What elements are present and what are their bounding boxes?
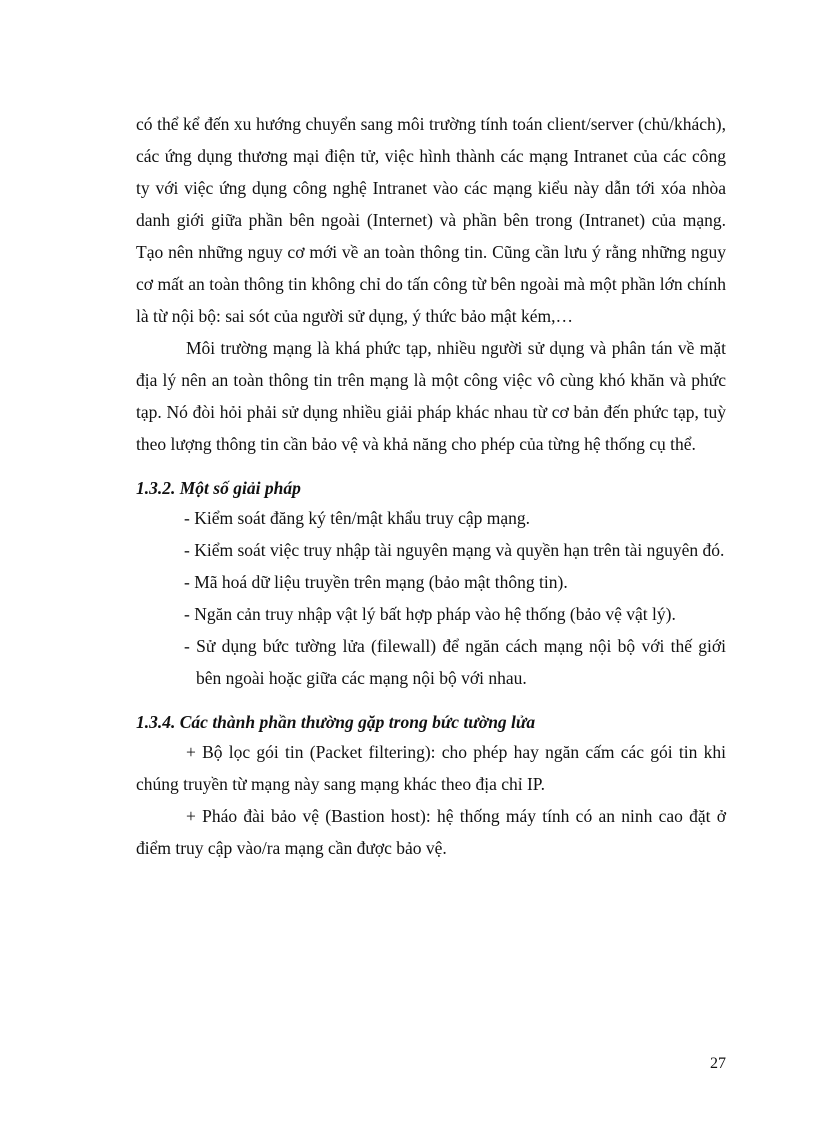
page-content [136, 108, 726, 864]
paragraph-packet-filtering: + Bộ lọc gói tin (Packet filtering): cho phép hay ngăn cấm các gói tin khi chúng truyền từ mạng này sang mạng khác theo địa chỉ IP. [136, 742, 726, 794]
paragraph-2: Môi trường mạng là khá phức tạp, nhiều người sử dụng và phân tán về mặt địa lý nên an toàn thông tin trên mạng là một công việc vô cùng khó khăn và phức tạp. Nó đòi hỏi phải sử dụng nhiều giải pháp khác nhau từ cơ bản đến phức tạp, tuỳ theo lượng thông tin cần bảo vệ và khả năng cho phép của từng hệ thống cụ thể. [136, 338, 726, 454]
list-item: - Mã hoá dữ liệu truyền trên mạng (bảo mật thông tin). [184, 572, 568, 592]
section-heading-1-3-2: 1.3.2. Một số giải pháp [136, 478, 301, 498]
paragraph-1: có thể kể đến xu hướng chuyển sang môi trường tính toán client/server (chủ/khách), các ứng dụng thương mại điện tử, việc hình thành các mạng Intranet của các công ty với việc ứng dụng công nghệ Intranet vào các mạng kiểu này dẫn tới xóa nhòa danh giới giữa phần bên ngoài (Internet) và phần bên trong (Intranet) của mạng. Tạo nên những nguy cơ mới về an toàn thông tin. Cũng cần lưu ý rằng những nguy cơ mất an toàn thông tin không chỉ do tấn công từ bên ngoài mà một phần lớn chính là từ nội bộ: sai sót của người sử dụng, ý thức bảo mật kém,… [136, 114, 726, 326]
list-item: - Kiểm soát đăng ký tên/mật khẩu truy cập mạng. [184, 508, 531, 528]
list-item: - Ngăn cản truy nhập vật lý bất hợp pháp vào hệ thống (bảo vệ vật lý). [184, 604, 676, 624]
paragraph-bastion-host: + Pháo đài bảo vệ (Bastion host): hệ thống máy tính có an ninh cao đặt ở điểm truy cập vào/ra mạng cần được bảo vệ. [136, 806, 726, 858]
list-item: - Kiểm soát việc truy nhập tài nguyên mạng và quyền hạn trên tài nguyên đó. [184, 540, 725, 560]
page-number: 27 [710, 1055, 726, 1072]
solutions-list [136, 502, 726, 694]
list-item: - Sử dụng bức tường lửa (filewall) để ngăn cách mạng nội bộ với thế giới bên ngoài hoặc giữa các mạng nội bộ với nhau. [184, 636, 726, 688]
section-heading-1-3-4: 1.3.4. Các thành phần thường gặp trong bức tường lửa [136, 712, 536, 732]
